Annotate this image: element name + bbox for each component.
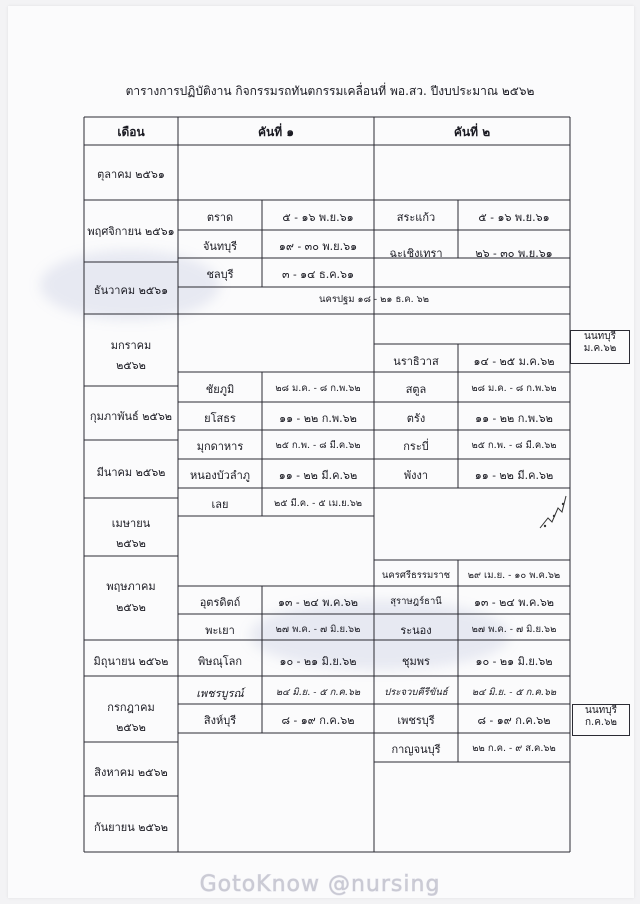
province-cell: อุตรดิตถ์ <box>199 596 241 609</box>
date-cell: ๒๘ ม.ค. - ๘ ก.พ.๖๒ <box>275 383 361 394</box>
date-cell: ๒๒ ก.ค. - ๙ ส.ค.๖๒ <box>472 743 556 754</box>
province-cell: เพชรบูรณ์ <box>196 687 244 700</box>
date-cell: ๑๑ - ๒๒ มี.ค.๖๒ <box>474 469 554 482</box>
province-cell: ชุมพร <box>402 655 430 668</box>
province-cell: ฉะเชิงเทรา <box>389 247 443 260</box>
province-cell: พังงา <box>403 469 429 482</box>
date-cell: ๑๑ - ๒๒ ก.พ.๖๒ <box>475 412 553 425</box>
side-note-line: ม.ค.๖๒ <box>583 343 617 354</box>
month-may-name: พฤษภาคม <box>106 580 156 593</box>
month-feb: กุมภาพันธ์ ๒๕๖๒ <box>89 410 173 423</box>
province-cell: กระบี่ <box>403 440 429 453</box>
spanning-entry: นครปฐม ๑๘ - ๒๑ ธ.ค. ๖๒ <box>319 294 429 305</box>
side-note-january <box>570 330 630 364</box>
month-dec: ธันวาคม ๒๕๖๑ <box>93 284 169 297</box>
province-cell: หนองบัวลำภู <box>189 469 251 482</box>
month-oct: ตุลาคม ๒๕๖๑ <box>97 168 165 181</box>
month-mar: มีนาคม ๒๕๖๒ <box>96 466 166 479</box>
province-cell: ประจวบคีรีขันธ์ <box>384 687 448 698</box>
date-cell: ๒๗ พ.ค. - ๗ มิ.ย.๖๒ <box>275 624 361 635</box>
side-note-line: นนทบุรี <box>584 331 616 342</box>
province-cell: สตูล <box>405 383 427 396</box>
date-cell: ๘ - ๑๙ ก.ค.๖๒ <box>281 714 355 727</box>
province-cell: มุกดาหาร <box>196 440 244 453</box>
date-cell: ๒๔ มิ.ย. - ๕ ก.ค.๖๒ <box>275 687 361 698</box>
month-aug: สิงหาคม ๒๕๖๒ <box>94 766 168 779</box>
date-cell: ๑๙ - ๓๐ พ.ย.๖๑ <box>278 240 358 253</box>
date-cell: ๒๖ - ๓๐ พ.ย.๖๑ <box>475 247 553 260</box>
month-apr-year: ๒๕๖๒ <box>116 537 146 550</box>
month-sep: กันยายน ๒๕๖๒ <box>93 821 169 834</box>
month-jan-year: ๒๕๖๒ <box>116 359 146 372</box>
month-apr-name: เมษายน <box>111 517 151 530</box>
date-cell: ๑๔ - ๒๕ ม.ค.๖๒ <box>473 355 555 368</box>
date-cell: ๒๘ ม.ค. - ๘ ก.พ.๖๒ <box>471 383 557 394</box>
side-note-line: นนทบุรี <box>585 705 617 716</box>
province-cell: นครศรีธรรมราช <box>381 570 451 581</box>
month-jun: มิถุนายน ๒๕๖๒ <box>93 655 169 668</box>
province-cell: ระนอง <box>400 624 432 637</box>
province-cell: เพชรบุรี <box>397 714 435 727</box>
date-cell: ๑๑ - ๒๒ มี.ค.๖๒ <box>278 469 358 482</box>
province-cell: ตราด <box>206 211 234 224</box>
province-cell: สุราษฎร์ธานี <box>390 596 442 607</box>
handwritten-mark <box>536 488 570 534</box>
header-unit-1: คันที่ ๑ <box>258 125 294 139</box>
province-cell: นราธิวาส <box>393 355 439 368</box>
province-cell: ชัยภูมิ <box>205 383 235 396</box>
date-cell: ๑๐ - ๒๑ มิ.ย.๖๒ <box>475 655 553 668</box>
province-cell: จันทบุรี <box>202 240 238 253</box>
date-cell: ๒๕ ก.พ. - ๘ มี.ค.๖๒ <box>471 440 557 451</box>
header-unit-2: คันที่ ๒ <box>453 125 491 139</box>
province-cell: เลย <box>211 498 229 511</box>
document-title: ตารางการปฏิบัติงาน กิจกรรมรถทันตกรรมเคลื่อนที่ พอ.สว. ปีงบประมาณ ๒๕๖๒ <box>125 84 535 98</box>
date-cell: ๒๗ พ.ค. - ๗ มิ.ย.๖๒ <box>471 624 557 635</box>
month-may-year: ๒๕๖๒ <box>116 601 146 614</box>
province-cell: พิษณุโลก <box>197 655 243 668</box>
month-jul-name: กรกฎาคม <box>107 701 155 714</box>
month-nov: พฤศจิกายน ๒๕๖๑ <box>87 225 175 238</box>
date-cell: ๑๓ - ๒๔ พ.ค.๖๒ <box>473 596 555 609</box>
month-jul-year: ๒๕๖๒ <box>116 721 146 734</box>
date-cell: ๒๙ เม.ย. - ๑๐ พ.ค.๖๒ <box>467 570 561 581</box>
province-cell: ตรัง <box>406 412 426 425</box>
date-cell: ๘ - ๑๙ ก.ค.๖๒ <box>477 714 551 727</box>
header-month: เดือน <box>117 125 145 139</box>
date-cell: ๒๕ มี.ค. - ๕ เม.ย.๖๒ <box>274 498 362 509</box>
date-cell: ๑๐ - ๒๑ มิ.ย.๖๒ <box>279 655 357 668</box>
date-cell: ๓ - ๑๔ ธ.ค.๖๑ <box>281 268 355 281</box>
province-cell: สิงห์บุรี <box>203 714 237 727</box>
date-cell: ๒๔ มิ.ย. - ๕ ก.ค.๖๒ <box>471 687 557 698</box>
province-cell: พะเยา <box>205 624 235 637</box>
province-cell: ยโสธร <box>204 412 236 425</box>
side-note-july <box>572 704 630 736</box>
date-cell: ๒๕ ก.พ. - ๘ มี.ค.๖๒ <box>275 440 361 451</box>
province-cell: สระแก้ว <box>396 211 436 224</box>
date-cell: ๕ - ๑๖ พ.ย.๖๑ <box>282 211 354 224</box>
side-note-line: ก.ค.๖๒ <box>584 717 618 728</box>
province-cell: ชลบุรี <box>206 268 234 281</box>
month-jan-name: มกราคม <box>110 339 152 352</box>
date-cell: ๑๑ - ๒๒ ก.พ.๖๒ <box>279 412 357 425</box>
watermark: GotoKnow @nursing <box>199 872 441 897</box>
date-cell: ๕ - ๑๖ พ.ย.๖๑ <box>478 211 550 224</box>
date-cell: ๑๓ - ๒๔ พ.ค.๖๒ <box>277 596 359 609</box>
province-cell: กาญจนบุรี <box>391 743 441 756</box>
